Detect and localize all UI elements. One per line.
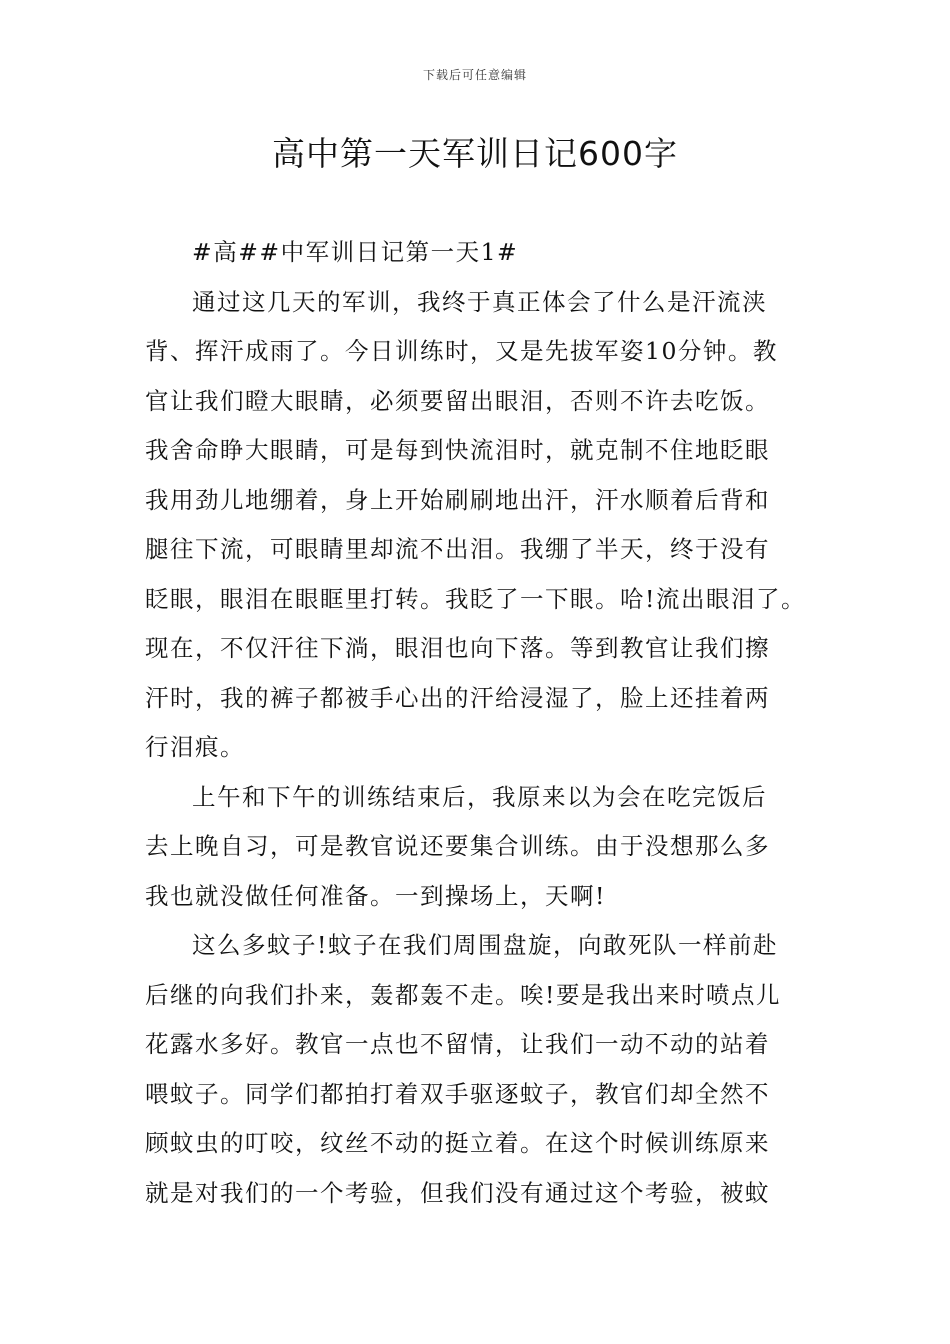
paragraph-2 xyxy=(145,773,810,922)
text-line: 上午和下午的训练结束后，我原来以为会在吃完饭后 xyxy=(192,782,767,811)
document-body xyxy=(145,228,810,1218)
text-line: 后继的向我们扑来，轰都轰不走。唉!要是我出来时喷点儿 xyxy=(145,980,781,1009)
text-line: 喂蚊子。同学们都拍打着双手驱逐蚊子，教官们却全然不 xyxy=(145,1079,770,1108)
text-line: 现在，不仅汗往下淌，眼泪也向下落。等到教官让我们擦 xyxy=(145,634,770,662)
text-line: 汗时，我的裤子都被手心出的汗给浸湿了，脸上还挂着两 xyxy=(145,683,770,712)
text-line: 这么多蚊子!蚊子在我们周围盘旋，向敢死队一样前赴 xyxy=(192,931,778,959)
text-line: 花露水多好。教官一点也不留情，让我们一动不动的站着 xyxy=(145,1030,770,1058)
text-line: 我也就没做任何准备。一到操场上，天啊! xyxy=(145,881,606,910)
header-note: 下载后可任意编辑 xyxy=(422,68,527,82)
text-line: 我用劲儿地绷着，身上开始刷刷地出汗，汗水顺着后背和 xyxy=(145,485,770,514)
text-line: 顾蚊虫的叮咬，纹丝不动的挺立着。在这个时候训练原来 xyxy=(145,1129,770,1157)
text-line: 通过这几天的军训，我终于真正体会了什么是汗流浃 xyxy=(192,287,767,316)
text-line: 去上晚自习，可是教官说还要集合训练。由于没想那么多 xyxy=(145,832,770,860)
subheading: #高##中军训日记第一天1# xyxy=(192,238,519,266)
text-line: 行泪痕。 xyxy=(145,733,245,761)
paragraph-1 xyxy=(145,278,810,773)
text-line: 我舍命睁大眼睛，可是每到快流泪时，就克制不住地眨眼 xyxy=(145,436,770,464)
text-line: 眨眼，眼泪在眼眶里打转。我眨了一下眼。哈!流出眼泪了。 xyxy=(145,584,806,613)
text-line: 背、挥汗成雨了。今日训练时，又是先拔军姿10分钟。教 xyxy=(145,337,778,365)
document-title: 高中第一天军训日记600字 xyxy=(272,134,678,173)
text-line: 就是对我们的一个考验，但我们没有通过这个考验，被蚊 xyxy=(145,1178,770,1207)
text-line: 腿往下流，可眼睛里却流不出泪。我绷了半天，终于没有 xyxy=(145,535,770,563)
text-line: 官让我们瞪大眼睛，必须要留出眼泪，否则不许去吃饭。 xyxy=(145,386,770,415)
paragraph-3 xyxy=(145,921,810,1218)
